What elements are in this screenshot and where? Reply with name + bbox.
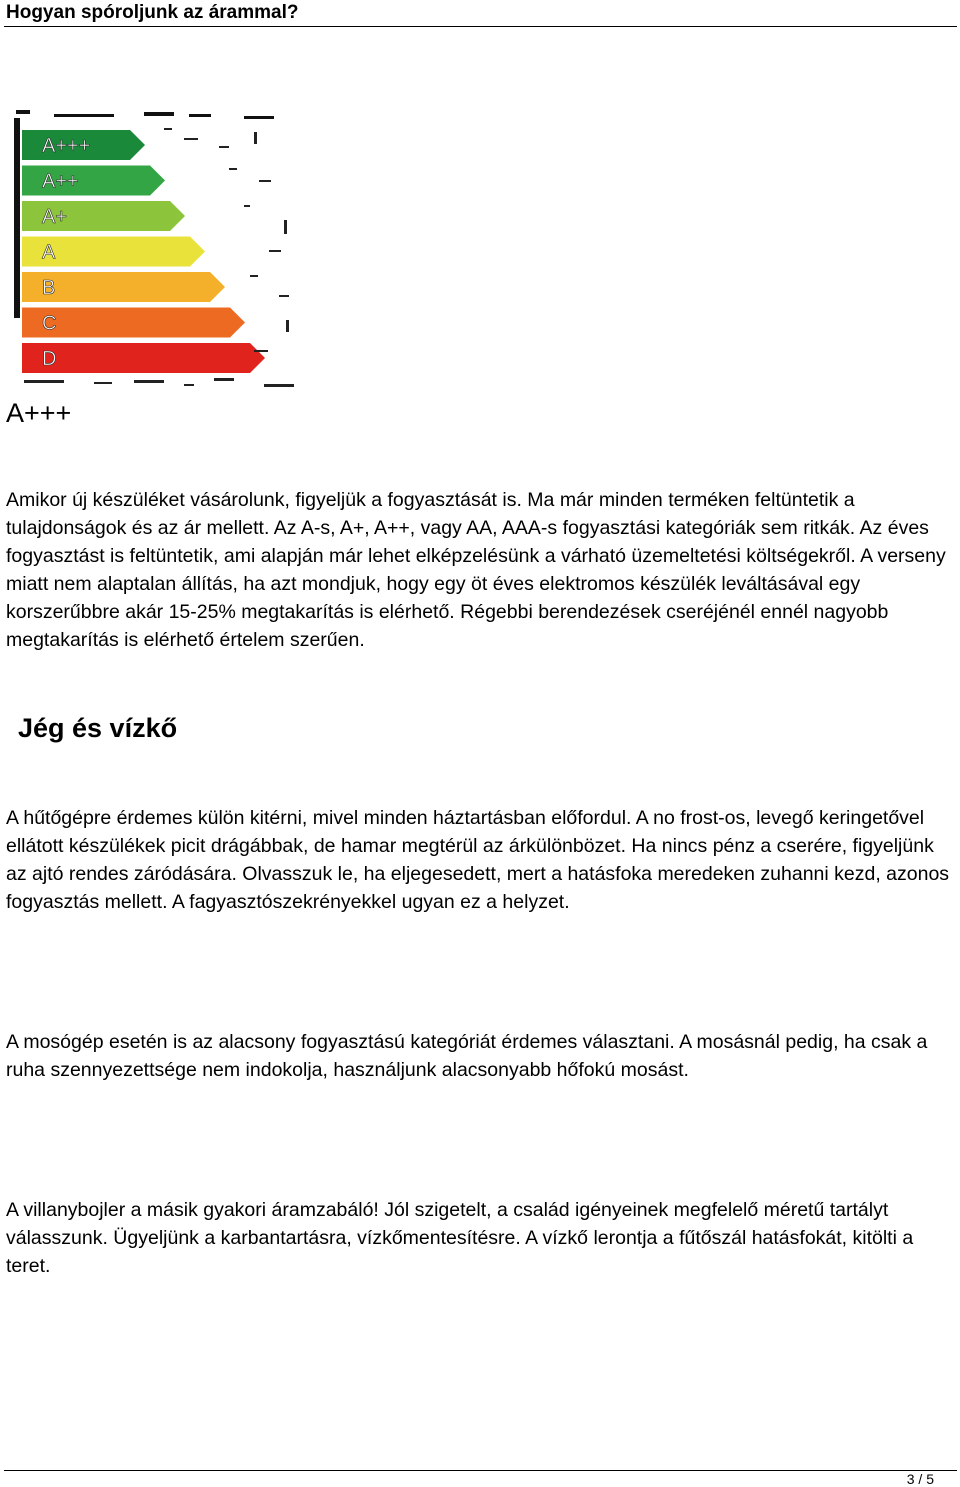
header-divider xyxy=(4,26,957,27)
paragraph-refrigerator: A hűtőgépre érdemes külön kitérni, mivel minden háztartásban előfordul. A no frost-os, levegő keringetővel ellátott készülékek picit drágábbak, de hamar megtérül az árkülönbözet. Ha nincs pénz a cserére, figyeljünk az ajtó rendes záródására. Olvasszuk le, ha eljegesedett, mert a hatásfoka meredeken zuhanni kezd, azonos fogyasztás mellett. A fagyasztószekrényekkel ugyan ez a helyzet. xyxy=(6,807,950,913)
energy-bar-label: A xyxy=(42,241,56,264)
energy-label-image xyxy=(14,110,299,395)
energy-bar-label: B xyxy=(42,277,56,299)
energy-bar-label: D xyxy=(42,348,57,370)
page-number: 3 / 5 xyxy=(906,1471,934,1487)
paragraph-water-heater: A villanybojler a másik gyakori áramzabáló! Jól szigetelt, a család igényeinek megfelelő méretű tartályt válasszunk. Ügyeljünk a karbantartásra, vízkőmentesítésre. A vízkő lerontja a fűtőszál hatásfokát, kitölti a teret. xyxy=(6,1199,914,1277)
energy-bar-label: A++ xyxy=(42,170,79,193)
footer-divider xyxy=(4,1470,957,1471)
paragraph-washing-machine: A mosógép esetén is az alacsony fogyasztású kategóriát érdemes választani. A mosásnál pedig, ha csak a ruha szennyezettsége nem indokolja, használjunk alacsonyabb hőfokú mosást. xyxy=(6,1031,928,1081)
label-frame-left xyxy=(14,118,20,318)
paragraph-energy-class: Amikor új készüléket vásárolunk, figyeljük a fogyasztását is. Ma már minden terméken feltüntetik a tulajdonságok és az ár mellett. Az A-s, A+, A++, vagy AA, AAA-s fogyasztási kategóriák sem ritkák. Az éves fogyasztást is feltüntetik, ami alapján már lehet elképzelésünk a várható üzemeltetési költségekről. A verseny miatt nem alaptalan állítás, ha azt mondjuk, hogy egy öt éves elektromos készülék leváltásával egy korszerűbbre akár 15-25% megtakarítás is elérhető. Régebbi berendezések cseréjénél ennél nagyobb megtakarítás is elérhető értelem szerűen. xyxy=(6,489,946,651)
section-heading-ice-scale: Jég és vízkő xyxy=(18,713,178,743)
document-title: Hogyan spóroljunk az árammal? xyxy=(6,2,299,23)
energy-bar-label: C xyxy=(42,312,57,335)
energy-bar-label: A+ xyxy=(42,206,68,228)
energy-class-subheading: A+++ xyxy=(6,398,72,428)
energy-bar-label: A+++ xyxy=(42,135,91,157)
energy-bar-d xyxy=(22,343,265,373)
